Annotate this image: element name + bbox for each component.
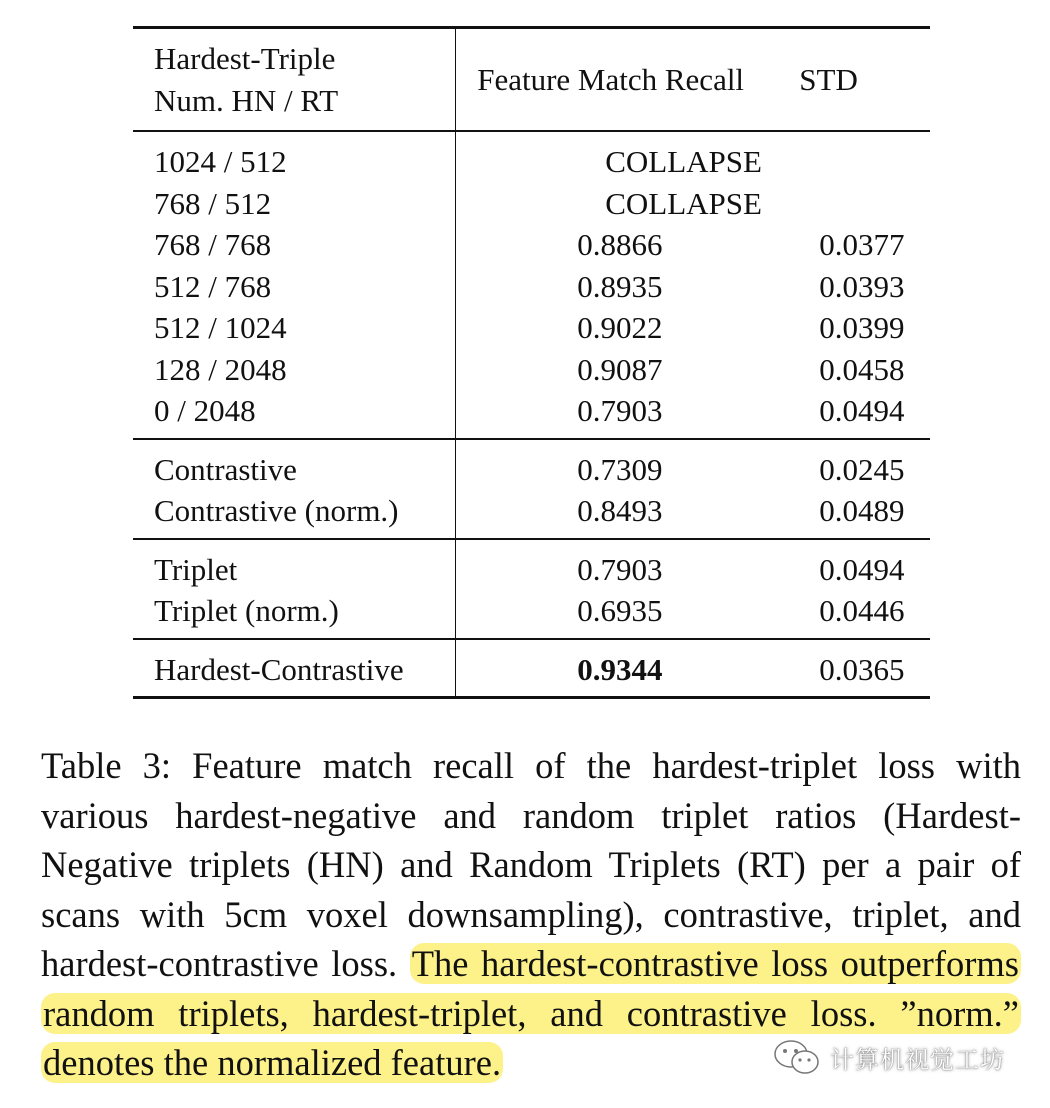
table-row (133, 490, 930, 532)
cell-recall (456, 649, 800, 691)
recall-value: 0.8935 (577, 268, 663, 304)
std-value: 0.0494 (819, 551, 905, 587)
watermark-text: 计算机视觉工坊 (830, 1045, 1005, 1074)
cell-std (799, 390, 930, 432)
recall-value: 0.9022 (577, 310, 663, 345)
std-value: 0.0494 (819, 393, 905, 428)
cell-collapse: COLLAPSE (605, 185, 762, 221)
recall-value: 0.7903 (577, 551, 663, 587)
cell-std (799, 490, 930, 532)
recall-value: 0.7309 (577, 451, 663, 487)
cell-recall (456, 590, 800, 632)
std-value: 0.0399 (819, 310, 905, 345)
cell-recall (456, 549, 800, 591)
cell-method: 0 / 2048 (133, 390, 456, 432)
group-top-spacer (133, 439, 930, 449)
header-method-line1: Hardest-Triple (154, 40, 336, 76)
cell-method: Contrastive (norm.) (133, 490, 456, 532)
cell-std (799, 224, 930, 266)
cell-method: 768 / 512 (133, 183, 456, 225)
cell-method: 1024 / 512 (133, 141, 456, 183)
cell-recall (456, 349, 800, 391)
table-row (133, 449, 930, 491)
group-top-spacer (133, 539, 930, 549)
cell-recall (456, 390, 800, 432)
results-table-container (133, 26, 930, 699)
cell-std (799, 266, 930, 308)
cell-collapse: COLLAPSE (605, 144, 762, 179)
cell-method: 768 / 768 (133, 224, 456, 266)
header-method-line2: Num. HN / RT (154, 82, 339, 118)
cell-method: Contrastive (133, 449, 456, 491)
table-row (133, 549, 930, 591)
table-row (133, 649, 930, 691)
cell-method: 512 / 1024 (133, 307, 456, 349)
caption-plain-text: Table 3: Feature match recall of the hardest-triplet loss with various hardest-negative and random triplet ratios (Hardest-Negative triplets (HN) and Random Triplets (RT) per a pair of scans with 5cm voxel downsampling), contrastive, triplet, and hardest-contrastive loss. (41, 745, 1021, 984)
table-row (133, 349, 930, 391)
cell-recall (456, 449, 800, 491)
recall-value: 0.8493 (577, 493, 663, 528)
cell-method: Triplet (norm.) (133, 590, 456, 632)
table-row (133, 390, 930, 432)
cell-std (799, 649, 930, 691)
header-row (133, 28, 930, 132)
group-top-spacer (133, 131, 930, 141)
recall-value: 0.8866 (577, 227, 663, 262)
std-value: 0.0377 (819, 227, 905, 262)
header-recall: Feature Match Recall (477, 61, 745, 97)
cell-std (799, 307, 930, 349)
group-bottom-spacer (133, 632, 930, 639)
recall-value-best: 0.9344 (577, 651, 663, 687)
table-row (133, 590, 930, 632)
cell-std (799, 590, 930, 632)
recall-value: 0.7903 (577, 393, 663, 428)
cell-std (799, 449, 930, 491)
table-row (133, 266, 930, 308)
std-value: 0.0245 (819, 451, 905, 487)
std-value: 0.0489 (819, 493, 905, 528)
wechat-icon (772, 1037, 822, 1077)
caption-highlighted-text: The hardest-contrastive loss outperforms random triplets, hardest-triplet, and contrastive loss. ”norm.” denotes the normalized feature. (43, 943, 1019, 1083)
table-row (133, 224, 930, 266)
table-row (133, 141, 930, 183)
cell-recall (456, 266, 800, 308)
std-value: 0.0365 (819, 651, 905, 687)
std-value: 0.0393 (819, 268, 905, 304)
header-method (133, 28, 456, 132)
watermark (772, 1035, 1005, 1079)
header-std: STD (799, 61, 858, 97)
group-bottom-spacer (133, 690, 930, 698)
results-table (133, 26, 930, 699)
recall-value: 0.9087 (577, 351, 663, 387)
cell-method: 128 / 2048 (133, 349, 456, 391)
group-bottom-spacer (133, 532, 930, 539)
table-row (133, 183, 930, 225)
std-value: 0.0458 (819, 351, 905, 387)
table-body (133, 131, 930, 698)
cell-std (799, 549, 930, 591)
cell-recall (456, 224, 800, 266)
group-top-spacer (133, 639, 930, 649)
cell-method: Hardest-Contrastive (133, 649, 456, 691)
cell-method: 512 / 768 (133, 266, 456, 308)
recall-value: 0.6935 (577, 593, 663, 628)
group-bottom-spacer (133, 432, 930, 439)
cell-recall (456, 307, 800, 349)
cell-method: Triplet (133, 549, 456, 591)
cell-std (799, 349, 930, 391)
std-value: 0.0446 (819, 593, 905, 628)
table-row (133, 307, 930, 349)
cell-recall (456, 490, 800, 532)
